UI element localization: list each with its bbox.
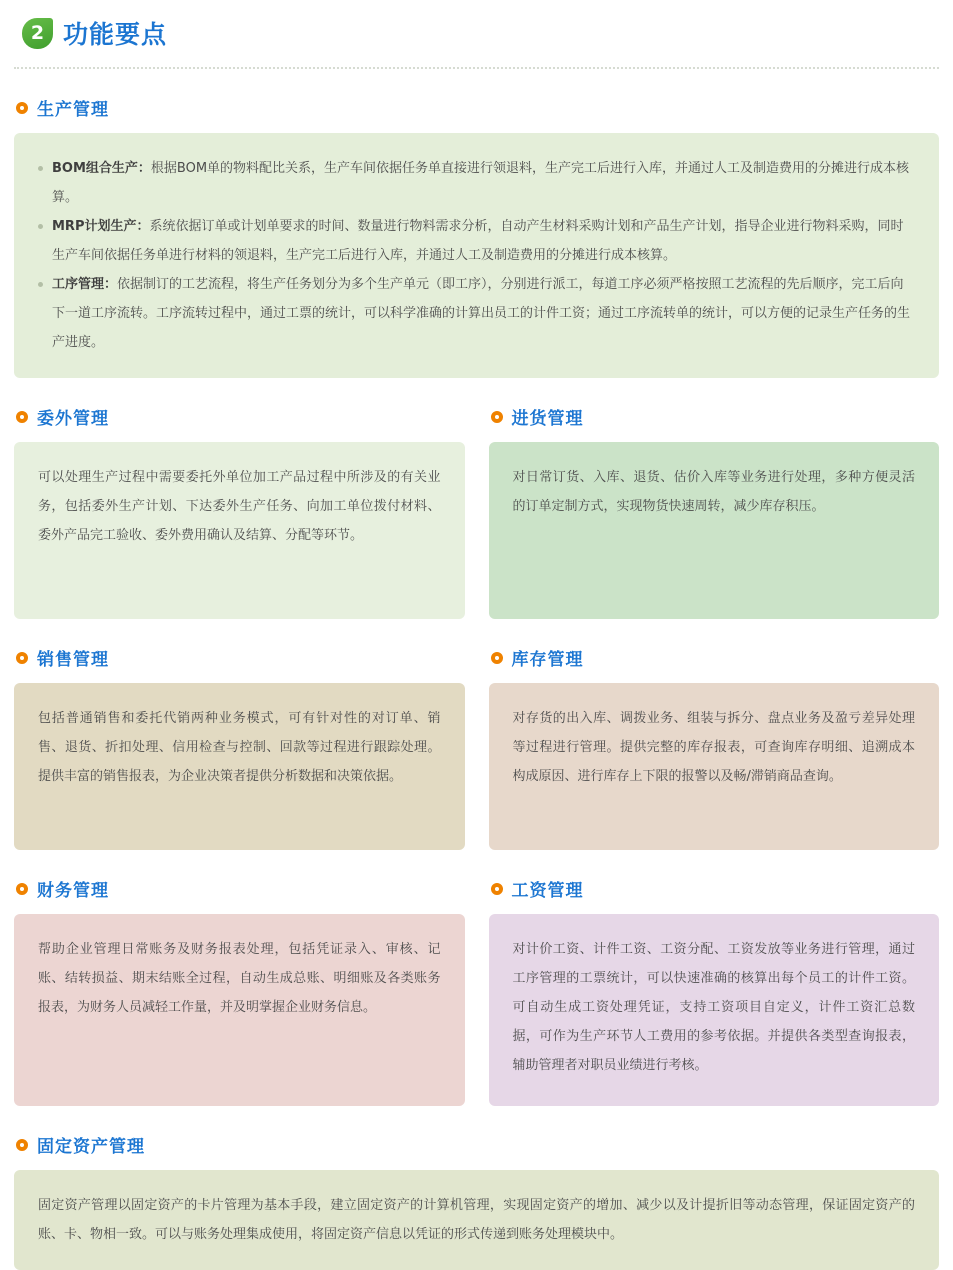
section-outsourcing — [14, 404, 465, 619]
section-content-box — [489, 442, 940, 619]
bullet-label: BOM组合生产： — [52, 161, 151, 176]
section-content-box — [14, 914, 465, 1106]
section-salary — [489, 876, 940, 1106]
section-heading — [16, 95, 939, 120]
section-text: 对存货的出入库、调拨业务、组装与拆分、盘点业务及盈亏差异处理等过程进行管理。提供完整的库存报表，可查询库存明细、追溯成本构成原因、进行库存上下限的报警以及畅/滞销商品查询。 — [512, 711, 915, 784]
dotted-divider — [14, 67, 939, 69]
section-row — [14, 378, 939, 619]
section-inventory — [489, 645, 940, 850]
list-item — [38, 212, 915, 270]
circle-bullet-icon — [16, 102, 28, 114]
section-production — [14, 95, 939, 378]
bullet-text: 根据BOM单的物料配比关系，生产车间依据任务单直接进行领退料，生产完工后进行入库，并通过人工及制造费用的分摊进行成本核算。 — [52, 161, 910, 205]
section-text: 对日常订货、入库、退货、估价入库等业务进行处理，多种方便灵活的订单定制方式，实现物货快速周转，减少库存积压。 — [512, 470, 915, 514]
section-title: 销售管理 — [37, 650, 109, 670]
bullet-text: 系统依据订单或计划单要求的时间、数量进行物料需求分析，自动产生材料采购计划和产品生产计划，指导企业进行物料采购，同时生产车间依据任务单进行材料的领退料，生产完工后进行入库，并通过人工及制造费用的分摊进行成本核算。 — [52, 219, 904, 263]
circle-bullet-icon — [16, 883, 28, 895]
section-title: 生产管理 — [37, 100, 109, 120]
section-title: 工资管理 — [511, 881, 584, 901]
bullet-label: 工序管理： — [52, 277, 118, 292]
section-text: 包括普通销售和委托代销两种业务模式，可有针对性的对订单、销售、退货、折扣处理、信用检查与控制、回款等过程进行跟踪处理。提供丰富的销售报表，为企业决策者提供分析数据和决策依据。 — [38, 711, 441, 784]
circle-bullet-icon — [16, 652, 28, 664]
circle-bullet-icon — [491, 411, 503, 423]
section-title: 固定资产管理 — [37, 1137, 145, 1157]
section-content-box — [14, 1170, 939, 1270]
section-title: 库存管理 — [511, 650, 584, 670]
feature-bullet-list — [38, 154, 915, 357]
section-number-badge: 2 — [22, 18, 53, 49]
section-text: 可以处理生产过程中需要委托外单位加工产品过程中所涉及的有关业务，包括委外生产计划、下达委外生产任务、向加工单位拨付材料、委外产品完工验收、委外费用确认及结算、分配等环节。 — [38, 470, 441, 543]
section-heading — [16, 645, 465, 670]
section-text: 固定资产管理以固定资产的卡片管理为基本手段，建立固定资产的计算机管理，实现固定资产的增加、减少以及计提折旧等动态管理，保证固定资产的账、卡、物相一致。可以与账务处理集成使用，将固定资产信息以凭证的形式传递到账务处理模块中。 — [38, 1198, 915, 1242]
section-row — [14, 850, 939, 1106]
section-finance — [14, 876, 465, 1106]
circle-bullet-icon — [491, 883, 503, 895]
section-heading — [491, 645, 940, 670]
section-title: 委外管理 — [37, 409, 109, 429]
section-heading — [16, 876, 465, 901]
section-heading — [16, 404, 465, 429]
section-purchase — [489, 404, 940, 619]
bullet-text: 依据制订的工艺流程，将生产任务划分为多个生产单元（即工序），分别进行派工，每道工序必须严格按照工艺流程的先后顺序，完工后向下一道工序流转。工序流转过程中，通过工票的统计，可以科学准确的计算出员工的计件工资；通过工序流转单的统计，可以方便的记录生产任务的生产进度。 — [52, 277, 911, 350]
section-content-box — [489, 683, 940, 850]
section-title: 财务管理 — [37, 881, 109, 901]
circle-bullet-icon — [16, 411, 28, 423]
list-item — [38, 154, 915, 212]
section-fixed-assets — [14, 1132, 939, 1270]
section-heading — [16, 1132, 939, 1157]
section-text: 对计价工资、计件工资、工资分配、工资发放等业务进行管理，通过工序管理的工票统计，可以快速准确的核算出每个员工的计件工资。可自动生成工资处理凭证，支持工资项目自定义，计件工资汇总数据，可作为生产环节人工费用的参考依据。并提供各类型查询报表，辅助管理者对职员业绩进行考核。 — [512, 942, 915, 1073]
circle-bullet-icon — [491, 652, 503, 664]
section-text: 帮助企业管理日常账务及财务报表处理，包括凭证录入、审核、记账、结转损益、期末结账全过程，自动生成总账、明细账及各类账务报表，为财务人员减轻工作量，并及明掌握企业财务信息。 — [38, 942, 441, 1015]
section-content-box — [14, 442, 465, 619]
section-content-box — [14, 683, 465, 850]
section-content-box — [489, 914, 940, 1106]
section-content-box — [14, 133, 939, 378]
page-title: 功能要点 — [63, 20, 168, 49]
bullet-label: MRP计划生产： — [52, 219, 150, 234]
section-sales — [14, 645, 465, 850]
section-row — [14, 619, 939, 850]
list-item — [38, 270, 915, 357]
section-heading — [491, 876, 940, 901]
section-heading — [491, 404, 940, 429]
page-header — [14, 10, 939, 51]
section-title: 进货管理 — [511, 409, 584, 429]
circle-bullet-icon — [16, 1139, 28, 1151]
